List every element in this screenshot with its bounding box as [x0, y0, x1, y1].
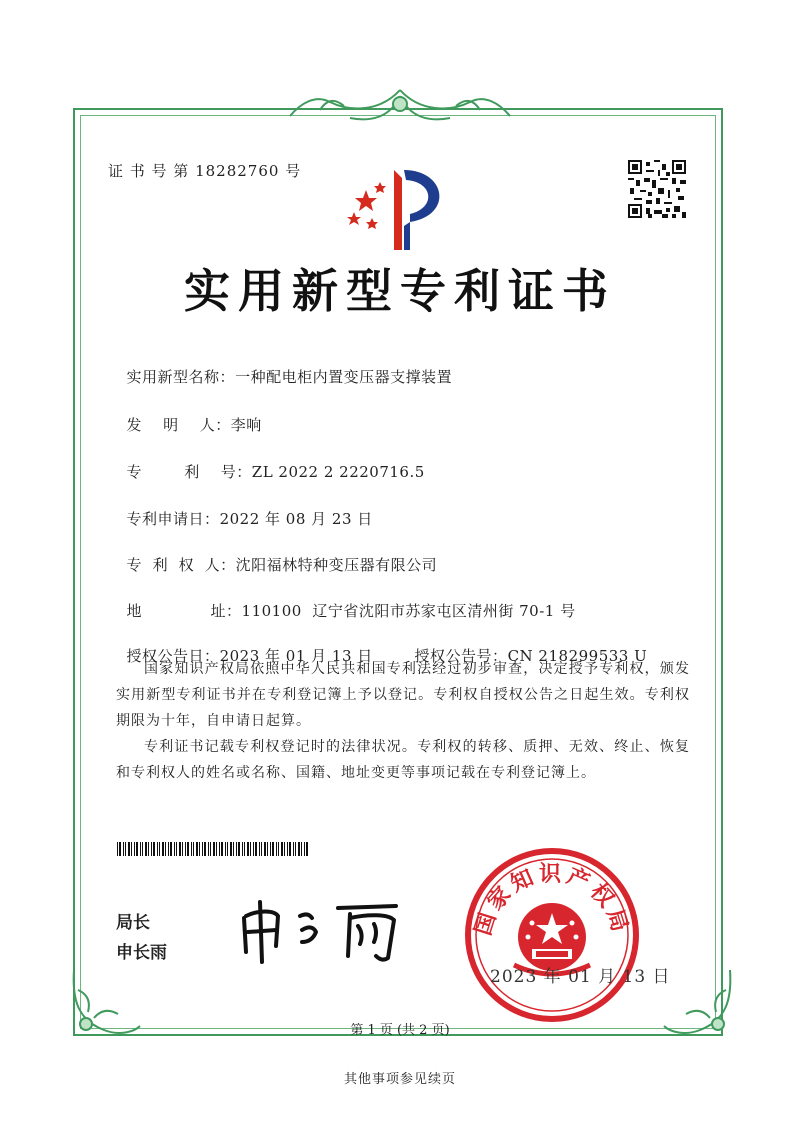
- patentee-value: 沈阳福林特种变压器有限公司: [235, 556, 438, 574]
- patentee-row: [116, 536, 437, 575]
- field-label: 授权公告号：: [414, 647, 508, 665]
- qr-code-icon: [628, 160, 686, 218]
- seal-date: 2023 年 01 月 13 日: [490, 967, 671, 987]
- inventor-value: 李响: [230, 416, 262, 434]
- field-label: 授权公告日：: [126, 647, 220, 665]
- field-label: 专 利 号：: [126, 463, 252, 481]
- address-value: 110100 辽宁省沈阳市苏家屯区清州街 70-1 号: [241, 602, 576, 620]
- legal-paragraph-2: 专利证书记载专利权登记时的法律状况。专利权的转移、质押、无效、终止、恢复和专利权人的姓名或名称、国籍、地址变更等事项记载在专利登记簿上。: [116, 739, 690, 781]
- application-date-value: 2022 年 08 月 23 日: [219, 510, 373, 528]
- field-label: 地 址：: [126, 602, 242, 620]
- barcode-icon: [117, 842, 312, 856]
- director-signature: [238, 896, 413, 966]
- field-label: 实用新型名称：: [126, 368, 236, 386]
- grant-announcement-number-value: CN 218299533 U: [507, 647, 648, 665]
- inventor-row: [116, 396, 262, 435]
- seal-text: 国家知识产权局: [470, 862, 634, 939]
- director-title: 局长: [116, 913, 150, 933]
- address-row: [116, 582, 576, 621]
- footer-note: 其他事项参见续页: [343, 1072, 456, 1087]
- utility-model-name-row: [116, 348, 452, 387]
- legal-paragraph-1: 国家知识产权局依照中华人民共和国专利法经过初步审查，决定授予专利权，颁发实用新型专利证书并在专利登记簿上予以登记。专利权自授权公告之日起生效。专利权期限为十年，自申请日起算。: [116, 661, 690, 729]
- patent-number-value: ZL 2022 2 2220716.5: [251, 463, 425, 481]
- page-number: 第 1 页 (共 2 页): [350, 1023, 450, 1038]
- certificate-title: 实用新型专利证书: [184, 264, 616, 318]
- director-name: 申长雨: [116, 943, 167, 963]
- grant-announcement-date-value: 2023 年 01 月 13 日: [219, 647, 373, 665]
- official-seal: [462, 845, 642, 1025]
- application-date-row: [116, 490, 373, 529]
- field-label: 发 明 人：: [126, 416, 231, 434]
- patent-number-row: [116, 443, 425, 482]
- field-label: 专利申请日：: [126, 510, 220, 528]
- field-label: 专 利 权 人：: [126, 556, 236, 574]
- cnipa-logo-icon: [336, 160, 466, 255]
- certificate-number: 证 书 号 第 18282760 号: [108, 162, 302, 180]
- utility-model-name-value: 一种配电柜内置变压器支撑装置: [235, 368, 453, 386]
- top-floral-ornament: [280, 82, 520, 130]
